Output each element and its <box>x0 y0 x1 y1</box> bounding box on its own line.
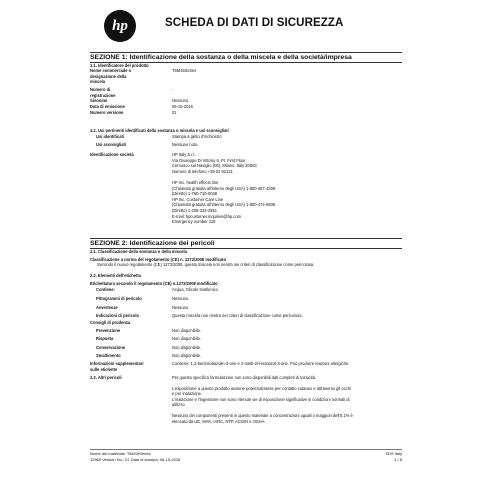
label-element-value: Acqua, Glicole trietilenico <box>172 287 218 292</box>
company-line: HP Inc. Customer Care Line <box>172 196 224 202</box>
label-element-key: Pittogrammi di pericolo <box>96 296 142 301</box>
footer-sds: SDS Italy <box>385 451 402 456</box>
field-value <box>172 87 402 93</box>
other-hazards-line: Per questa specifica formulazione non sono disponibili dati completi di tossicità. <box>172 375 317 380</box>
other-hazards-line: L'inalazione e l'ingestione non sono ritenute vie di esposizione significative in condizioni normali di <box>172 396 350 402</box>
subsection-1-2: 1.2. Usi pertinenti identificati della sostanza o miscela e usi sconsigliati <box>90 128 229 133</box>
supplementary-label-line: Informazioni supplementari <box>90 361 144 366</box>
prudence-key: Risposta <box>96 336 114 341</box>
field-value <box>172 104 402 110</box>
field-value-line: T6M15Series <box>172 68 197 73</box>
label-element-value: Questa miscela non rientra nei criteri di classificazione come pericolosa. <box>172 313 303 318</box>
prudence-value: Non disponibile. <box>172 336 202 341</box>
company-line: HP Inc. health effects line <box>172 179 219 185</box>
company-line: (Diretto) 1-208-323-2551 <box>172 207 218 213</box>
field-label-line: Sinonimi <box>90 98 108 103</box>
footer-rule <box>90 449 402 450</box>
field-value-line: Nessuno. <box>172 98 190 103</box>
supplementary-label <box>90 361 168 372</box>
field-label-line: Data di emissione <box>90 104 125 109</box>
label-element-value: Nessuno. <box>172 296 190 301</box>
subsection-2-2: 2.2. Elementi dell'etichetta <box>90 273 142 278</box>
product-id-row <box>90 110 402 128</box>
field-value <box>172 68 402 74</box>
field-value-line: - <box>172 87 174 92</box>
field-label <box>90 110 168 116</box>
field-value-line: 01 <box>172 110 177 115</box>
logo-text: hp <box>112 17 128 34</box>
footer-material: Nome del materiale: T6M15Series <box>90 451 151 456</box>
field-label-line: registrazione <box>90 92 116 98</box>
field-label-line: miscela <box>90 79 106 85</box>
label-element-key: Indicazioni di pericolo <box>96 313 139 318</box>
prudence-value: Non disponibile. <box>172 345 202 350</box>
field-value-line: 06-15-2016 <box>172 104 193 109</box>
subsection-2-1: 2.1. Classificazione della sostanza o della miscela <box>90 249 187 254</box>
footer-page: 1 / 8 <box>394 457 402 462</box>
company-line: (Chiamata gratuita all'interno degli USA) 1-800-457-4209 <box>172 185 276 191</box>
other-hazards-paragraph <box>172 375 402 381</box>
use-value: Stampa a getto d'inchiostro <box>172 134 222 139</box>
company-line: Via Giuseppe Di Vittorio 9, Pt. First Floor <box>172 157 246 163</box>
company-line: Emergency number 118 <box>172 219 216 225</box>
section-1-heading: SEZIONE 1: Identificazione della sostanza o della miscela e della società/impresa <box>90 52 402 63</box>
prudence-value: Non disponibile. <box>172 353 202 358</box>
label-element-value: Nessuno. <box>172 305 190 310</box>
company-label: Identificazione società <box>90 152 134 157</box>
prudence-key: Prevenzione <box>96 328 121 333</box>
field-label <box>90 98 168 104</box>
other-hazards-line: utilizzo. <box>172 402 186 408</box>
section-2-heading: SEZIONE 2: Identificazione dei pericoli <box>90 238 402 249</box>
hp-logo <box>104 10 136 42</box>
field-label <box>90 68 168 85</box>
company-line: (Diretto) 1-760-710-0048 <box>172 191 218 197</box>
field-label-line: Nome commerciale o <box>90 68 132 73</box>
field-label-line: Numero di <box>90 87 111 92</box>
use-label: Usi sconsigliati <box>96 142 127 147</box>
other-hazards-paragraph <box>172 413 402 424</box>
other-hazards-line: Nessuno dei componenti presenti in questo materiale a concentrazioni uguali o maggiori dell'0,1% è <box>172 412 353 418</box>
other-hazards-line: e per inalazione. <box>172 391 203 397</box>
field-label-line: Numero versione <box>90 110 124 115</box>
label-element-key: Avvertenze <box>96 305 118 310</box>
company-info <box>172 152 402 225</box>
footer-version: 12969 Version No.: 01 Data di stampa: 06-15-2016 <box>90 457 181 462</box>
other-hazards-label: 2.3. Altri pericoli <box>90 375 122 380</box>
consigli-heading: Consigli di prudenza <box>90 320 131 325</box>
field-value <box>172 110 402 116</box>
field-label <box>90 104 168 110</box>
prudence-value: Non disponibile. <box>172 328 202 333</box>
label-element-key: Contiene: <box>96 287 115 292</box>
product-id-row <box>90 68 402 86</box>
company-line: Cernusco sul Naviglio (MI), Milano, Italy 20063 <box>172 163 257 169</box>
subsection-2-2-reg: Etichettatura secondo il regolamento (CE) n.1272/2008 modificato <box>90 281 218 286</box>
use-value: Nessuno noto. <box>172 142 199 147</box>
other-hazards-paragraph <box>172 386 402 408</box>
supplementary-value: Contiene: 1,2-benzisotiazolin-3-one e 2-metil-2H-isotiazol-3-one. Può produrre reazioni allergiche. <box>172 361 350 366</box>
use-label: Usi identificati <box>96 134 124 139</box>
classification-text: Secondo il nuovo regolamento (CE) 1272/2008, questa miscela non rientra nei criteri di classificazione come pericolosa. <box>97 262 315 267</box>
field-label-line: designazione della <box>90 73 127 79</box>
field-value <box>172 98 402 104</box>
other-hazards-line: elencato da UE, MAK, IARC, NTP, ACGIH e OSHA. <box>172 418 266 424</box>
company-line: Numero di telefono +39 02 92121 <box>172 168 233 174</box>
company-line: (Chiamata gratuita all'interno degli USA) 1-800-474-6836 <box>172 202 276 208</box>
prudence-key: Smaltimento <box>96 353 121 358</box>
subsection-1-1: 1.1. Identificatore del prodotto <box>90 63 149 68</box>
field-label <box>90 87 168 98</box>
company-line: E-mail: hpcustomer.inquiries@hp.com <box>172 213 241 219</box>
prudence-key: Conservazione <box>96 345 126 350</box>
other-hazards-text <box>172 375 402 429</box>
supplementary-label-line: sulle etichette <box>90 366 118 372</box>
other-hazards-line: L'esposizione a questo prodotto avviene potenzialmente per contatto cutaneo e attraverso gli occhi <box>172 385 351 391</box>
company-row <box>90 152 402 236</box>
subsection-2-1-reg: Classificazione a norma del regolamento (CE) n. 1272/2008 modificato <box>90 257 227 262</box>
document-title: SCHEDA DI DATI DI SICUREZZA <box>165 17 344 29</box>
company-line: HP Italy S.r.l. <box>172 152 196 157</box>
